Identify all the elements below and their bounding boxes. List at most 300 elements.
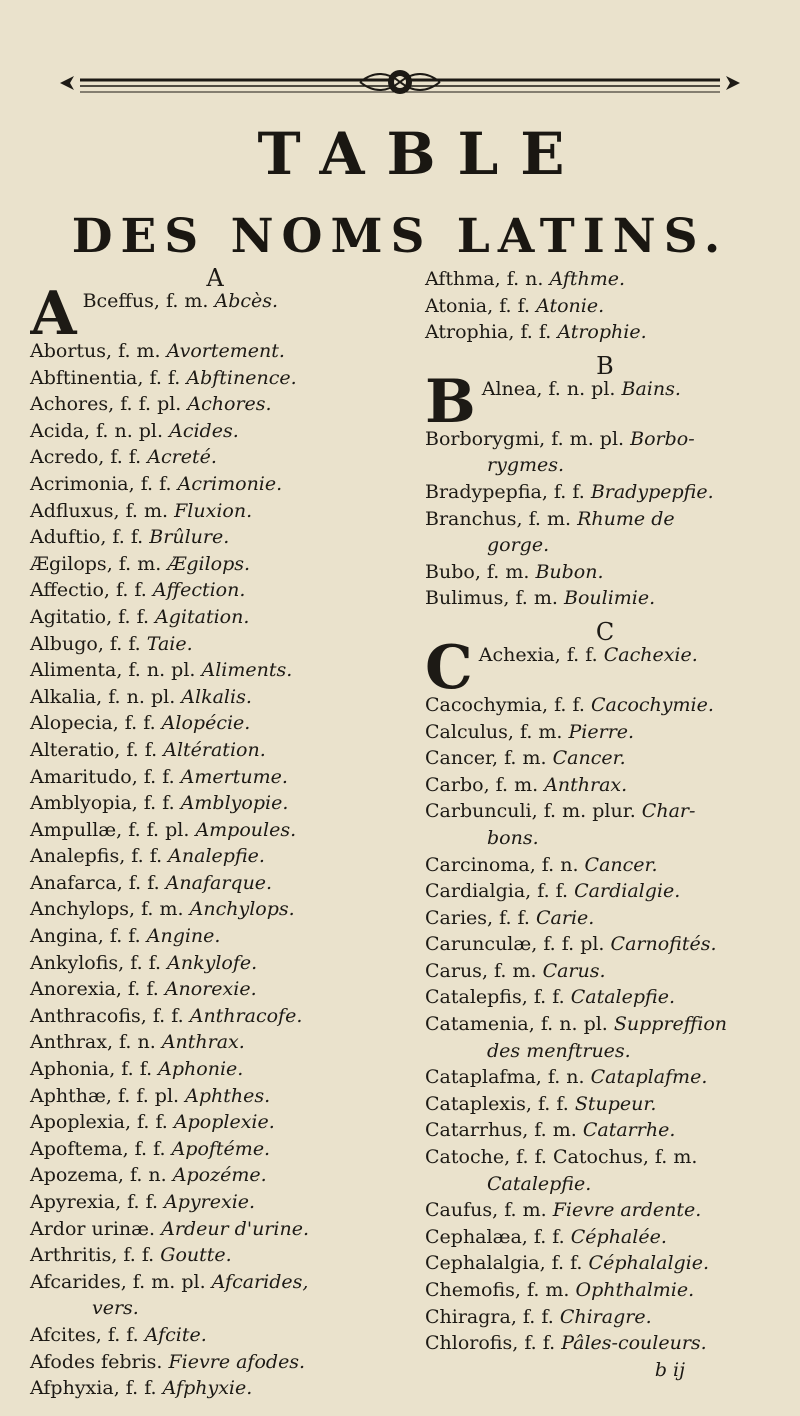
entry-french: Apoplexie. xyxy=(173,1111,275,1134)
index-entry xyxy=(425,798,785,825)
entry-gram: , f. n. xyxy=(106,1031,156,1054)
index-entry xyxy=(30,1083,400,1110)
entry-french: Borbo- xyxy=(630,427,695,450)
index-entry xyxy=(425,958,785,985)
index-entry xyxy=(425,984,785,1011)
entry-gram: , f. n. xyxy=(494,268,544,290)
entry-french: Agitation. xyxy=(155,605,250,628)
index-entry xyxy=(425,266,785,293)
entry-gram: , f. f. xyxy=(116,871,160,894)
entry-term: Cephalalgia xyxy=(425,1252,540,1275)
entry-term: Amblyopia xyxy=(30,792,132,815)
entry-french: Anthracofe. xyxy=(189,1004,303,1027)
entry-term: Calculus xyxy=(425,720,508,743)
index-entry xyxy=(425,1144,785,1171)
index-entry xyxy=(30,471,400,498)
entry-french: Avortement. xyxy=(166,340,285,362)
entry-term: Acrimonia xyxy=(30,472,129,495)
first-entry-b xyxy=(425,376,785,426)
entry-gram: , f. f. xyxy=(541,480,585,503)
index-entry xyxy=(425,852,785,879)
entry-french: Cataplafme. xyxy=(590,1066,708,1089)
index-entry xyxy=(425,878,785,905)
entry-french: Chiragre. xyxy=(559,1305,652,1328)
entry-french: Céphalée. xyxy=(570,1225,667,1248)
entry-term: Anthrax xyxy=(30,1031,107,1054)
entry-french: Rhume de xyxy=(577,507,675,530)
entry-french: Fievre ardente. xyxy=(552,1199,702,1222)
index-entry xyxy=(30,1242,400,1269)
entry-term: Atonia xyxy=(425,294,488,317)
index-entry xyxy=(425,1224,785,1251)
page-subtitle: DES NOMS LATINS. xyxy=(71,209,729,264)
index-entry xyxy=(425,479,785,506)
entry-gram: , f. f. xyxy=(106,605,149,628)
entry-gram: , f. f. xyxy=(140,1004,184,1027)
entry-french: Anorexie. xyxy=(164,978,257,1001)
entry-french: Alkalis. xyxy=(181,685,252,708)
entry-gram: , f. m. pl. xyxy=(120,1270,206,1293)
entry-gram: , f. f. xyxy=(109,1058,153,1081)
index-entry xyxy=(425,426,785,453)
index-entry xyxy=(425,931,785,958)
entry-term: Abortus xyxy=(30,340,107,362)
index-entry xyxy=(30,843,400,870)
index-entry xyxy=(425,1330,785,1357)
entry-term: Apozema xyxy=(30,1164,118,1187)
entry-gram: , f. n. pl. xyxy=(83,419,164,442)
index-entry xyxy=(30,1216,400,1243)
index-entry xyxy=(30,1029,400,1056)
entry-french: Char- xyxy=(641,800,696,823)
entry-gram: , f. f. xyxy=(131,765,175,788)
entry-gram: , f. m. xyxy=(113,499,169,522)
entry-gram: , f. n. xyxy=(117,1164,167,1187)
entry-gram: , f. f. xyxy=(98,446,142,469)
index-entry xyxy=(30,1136,400,1163)
entry-term: Alopecia xyxy=(30,712,113,735)
entry-french: Aphthes. xyxy=(185,1084,271,1107)
entry-gram: , f. f. xyxy=(539,1252,583,1275)
drop-cap-b: B xyxy=(425,375,476,426)
entry-french: Acreté. xyxy=(147,446,217,469)
index-entry xyxy=(425,506,785,533)
index-entry xyxy=(30,631,400,658)
entry-continuation: gorge. xyxy=(487,534,550,557)
entry-term: Cephalæa xyxy=(425,1225,522,1248)
entry-term: Chlorofis xyxy=(425,1332,513,1355)
entry-gram: , f. f. xyxy=(97,632,141,655)
entry-term: Anorexia xyxy=(30,978,116,1001)
index-entry xyxy=(30,391,400,418)
entry-term: Carunculæ xyxy=(425,933,532,956)
entry-gram: , f. n. pl. xyxy=(536,377,616,400)
entry-term: Catamenia xyxy=(425,1013,529,1036)
index-entry xyxy=(30,896,400,923)
entry-gram: , f. f. xyxy=(103,579,147,602)
entry-term: Afphyxia xyxy=(30,1377,114,1400)
entry-french: Amblyopie. xyxy=(180,792,289,815)
index-entry xyxy=(30,976,400,1003)
entry-gram: , f. f. xyxy=(525,880,569,903)
entry-term: Caries xyxy=(425,906,488,929)
index-entry xyxy=(425,1197,785,1224)
entry-term: Carbo xyxy=(425,773,484,796)
entry-gram: , f. m. xyxy=(503,587,558,610)
entry-french: Acides. xyxy=(169,419,239,442)
right-entry-list-a xyxy=(425,266,785,346)
entry-term: Borborygmi xyxy=(425,427,540,450)
entry-french: Cancer. xyxy=(552,747,626,770)
entry-french: Brûlure. xyxy=(149,526,230,549)
index-entry xyxy=(30,764,400,791)
entry-term: Aduftio xyxy=(30,526,101,549)
entry-french: Amertume. xyxy=(180,765,288,788)
entry-term: Bceffus xyxy=(82,290,154,312)
index-entry xyxy=(30,1322,400,1349)
entry-french: Stupeur. xyxy=(574,1092,657,1115)
entry-term: Achores xyxy=(30,393,109,416)
entry-gram: , f. f. xyxy=(508,321,552,344)
index-entry xyxy=(30,684,400,711)
index-entry xyxy=(30,737,400,764)
entry-term: Cataplafma xyxy=(425,1066,536,1089)
entry-gram: , f. m. xyxy=(492,1199,547,1222)
index-entry xyxy=(30,1269,400,1296)
entry-gram: , f. f. xyxy=(512,1332,556,1355)
section-letter-a: A xyxy=(206,264,224,292)
entry-french: Carie. xyxy=(536,906,595,929)
entry-term: Alkalia xyxy=(30,685,97,708)
entry-gram: , f. n. pl. xyxy=(116,659,196,682)
entry-french: Apoftéme. xyxy=(171,1137,271,1160)
entry-gram: , f. f. xyxy=(487,294,531,317)
entry-term: Carcinoma xyxy=(425,853,530,876)
entry-term: Alnea xyxy=(481,377,537,400)
entry-french: Cancer. xyxy=(584,853,658,876)
entry-french: Anchylops. xyxy=(189,898,295,921)
index-entry xyxy=(425,692,785,719)
index-entry xyxy=(425,585,785,612)
entry-gram: , f. n. xyxy=(529,853,579,876)
entry-french: Alopécie. xyxy=(161,712,251,735)
entry-gram: , f. m. xyxy=(507,720,563,743)
entry-french: Ægilops. xyxy=(167,552,251,575)
entry-french: Apozéme. xyxy=(172,1164,267,1187)
entry-french: Pâles-couleurs. xyxy=(561,1332,707,1355)
entry-gram: , f. f. xyxy=(114,738,158,761)
entry-continuation: des menftrues. xyxy=(487,1039,631,1062)
entry-term: Affectio xyxy=(30,579,104,602)
entry-french: Achores. xyxy=(187,393,272,416)
index-entry xyxy=(30,790,400,817)
entry-french: Analepfie. xyxy=(168,845,265,868)
index-entry xyxy=(30,498,400,525)
index-entry xyxy=(425,905,785,932)
entry-term: Catalepfis xyxy=(425,986,522,1009)
entry-term: Caufus xyxy=(425,1199,493,1222)
entry-term: Angina xyxy=(30,925,98,948)
entry-gram: , f. n. xyxy=(535,1066,585,1089)
entry-french: Ampoules. xyxy=(195,818,297,841)
index-entry xyxy=(425,293,785,320)
index-entry xyxy=(30,444,400,471)
entry-gram: , f. m. xyxy=(474,560,530,583)
entry-gram: , f. m. xyxy=(153,290,209,312)
entry-gram: , f. f. xyxy=(510,1305,554,1328)
entry-french: Aliments. xyxy=(201,659,293,682)
entry-gram: , f. f. xyxy=(131,792,175,815)
index-entry xyxy=(30,870,400,897)
entry-term: Analepfis xyxy=(30,845,120,868)
first-entry-c xyxy=(425,642,785,692)
entry-term: Acida xyxy=(30,419,84,442)
index-entry xyxy=(30,1189,400,1216)
entry-gram: , f. f. pl. xyxy=(108,393,182,416)
entry-term: Catoche xyxy=(425,1146,505,1169)
index-entry xyxy=(425,1091,785,1118)
entry-french: Bains. xyxy=(621,377,681,400)
entry-term: Anthracofis xyxy=(30,1004,141,1027)
entry-gram: , f. f. xyxy=(541,693,585,716)
entry-gram: , f. f. Catochus, f. m. xyxy=(504,1146,698,1169)
entry-french: Catalepfie. xyxy=(570,986,675,1009)
entry-term: Cacochymia xyxy=(425,693,542,716)
index-entry xyxy=(425,719,785,746)
entry-french: Anthrax. xyxy=(544,773,628,796)
entry-french: Boulimie. xyxy=(563,587,656,610)
decorative-ornament-band xyxy=(60,62,740,102)
page-title: TABLE xyxy=(257,120,587,188)
index-entry xyxy=(30,1056,400,1083)
entry-gram: , f. f. xyxy=(137,366,181,389)
entry-gram: , f. f. xyxy=(115,1191,158,1213)
entry-french: Ophthalmie. xyxy=(575,1279,695,1301)
index-entry xyxy=(30,338,400,365)
index-entry xyxy=(30,1349,400,1376)
entry-french: Angine. xyxy=(146,925,221,948)
entry-gram: , f. m. xyxy=(491,747,547,770)
entry-gram: , f. m. xyxy=(129,898,184,921)
entry-term: Aphthæ xyxy=(30,1084,106,1107)
entry-gram: , f. f. xyxy=(113,1377,157,1400)
index-entry xyxy=(425,1011,785,1038)
index-entry xyxy=(30,577,400,604)
entry-gram: , f. m. xyxy=(481,959,537,982)
entry-french: Affection. xyxy=(152,579,246,602)
entry-french: Acrimonie. xyxy=(177,472,283,495)
index-entry xyxy=(425,745,785,772)
entry-term: Bradypepfia xyxy=(425,480,542,503)
entry-gram: , f. n. pl. xyxy=(528,1013,608,1036)
entry-term: Apoplexia xyxy=(30,1111,125,1134)
index-entry xyxy=(30,657,400,684)
entry-gram: , f. n. pl. xyxy=(96,685,176,708)
entry-french: Cardialgie. xyxy=(574,880,681,903)
index-entry xyxy=(30,524,400,551)
entry-term: Bubo xyxy=(425,560,475,583)
entry-term: Bulimus xyxy=(425,587,504,610)
entry-gram: , f. f. pl. xyxy=(116,818,190,841)
index-entry xyxy=(30,1109,400,1136)
entry-term: Ankylofis xyxy=(30,951,119,974)
entry-french: Anthrax. xyxy=(161,1031,245,1054)
entry-gram: , f. f. pl. xyxy=(531,933,605,956)
entry-gram: , f. f. xyxy=(521,1225,565,1248)
entry-gram: , f. f. xyxy=(525,1092,569,1115)
entry-term: Acredo xyxy=(30,446,99,469)
entry-term: Chemofis xyxy=(425,1279,515,1301)
entry-continuation: rygmes. xyxy=(487,454,565,477)
entry-gram: , f. m. xyxy=(516,507,572,530)
entry-gram: , f. f. xyxy=(487,906,530,929)
entry-french: Bubon. xyxy=(535,560,604,583)
entry-gram: , f. f. pl. xyxy=(105,1084,180,1107)
entry-french: Carnofités. xyxy=(610,933,717,956)
entry-term: Albugo xyxy=(30,632,98,655)
entry-term: Achexia xyxy=(478,643,555,666)
entry-continuation: vers. xyxy=(92,1297,139,1320)
entry-gram: , f. f. xyxy=(122,1137,166,1160)
entry-gram: , f. f. xyxy=(97,925,141,948)
entry-french: Abftinence. xyxy=(186,366,297,389)
right-entry-list-b xyxy=(425,426,785,612)
index-entry xyxy=(425,772,785,799)
entry-continuation: bons. xyxy=(487,826,539,849)
index-entry xyxy=(30,418,400,445)
entry-term: Anchylops xyxy=(30,898,129,921)
section-letter-b: B xyxy=(596,351,614,380)
entry-french: Fluxion. xyxy=(174,499,253,522)
entry-gram: , f. f. xyxy=(118,951,162,974)
entry-french: Ardeur d'urine. xyxy=(161,1217,309,1240)
entry-term: Ampullæ xyxy=(30,818,117,841)
index-entry xyxy=(425,1117,785,1144)
entry-continuation: Catalepfie. xyxy=(487,1172,592,1195)
entry-term: Carbunculi xyxy=(425,800,532,823)
index-entry xyxy=(30,923,400,950)
entry-gram: , f. m. xyxy=(514,1279,570,1301)
entry-french: Catarrhe. xyxy=(582,1119,676,1142)
entry-french: Céphalalgie. xyxy=(588,1252,710,1275)
entry-french: Taie. xyxy=(146,632,193,655)
entry-term: Cataplexis xyxy=(425,1092,526,1115)
index-entry xyxy=(425,559,785,586)
index-entry xyxy=(425,1064,785,1091)
entry-term: Apoftema xyxy=(30,1137,123,1160)
entry-term: Chiragra xyxy=(425,1305,511,1328)
entry-term: Branchus xyxy=(425,507,517,530)
entry-term: Afodes febris. xyxy=(30,1350,163,1373)
entry-gram: , f. m. pl. xyxy=(539,427,625,450)
index-entry xyxy=(30,1375,400,1402)
index-entry xyxy=(30,710,400,737)
entry-term: Alteratio xyxy=(30,738,115,761)
signature-mark: b ij xyxy=(654,1358,685,1381)
left-column xyxy=(30,266,400,1402)
entry-french: Anafarque. xyxy=(165,871,273,894)
entry-gram: , f. f. xyxy=(112,712,156,735)
drop-cap-a: A xyxy=(30,288,77,338)
entry-french: Afthme. xyxy=(549,268,626,290)
entry-gram: , f. f. xyxy=(111,1244,155,1267)
entry-term: Cardialgia xyxy=(425,880,526,903)
index-entry xyxy=(30,1162,400,1189)
entry-gram: , f. f. xyxy=(100,526,144,549)
entry-french: Atrophie. xyxy=(557,321,647,344)
entry-gram: , f. f. xyxy=(521,986,565,1009)
entry-term: Atrophia xyxy=(425,321,509,344)
entry-term: Anafarca xyxy=(30,871,117,894)
entry-gram: , f. f. xyxy=(128,472,172,495)
entry-term: Catarrhus xyxy=(425,1119,523,1142)
entry-gram: , f. m. xyxy=(106,552,162,575)
entry-gram: , f. m. plur. xyxy=(531,800,636,823)
entry-term: Ardor urinæ. xyxy=(30,1217,156,1240)
index-entry xyxy=(425,319,785,346)
entry-term: Afcarides xyxy=(30,1270,121,1293)
entry-gram: , f. f. xyxy=(554,643,598,666)
entry-term: Arthritis xyxy=(30,1244,112,1267)
section-letter-c: C xyxy=(595,617,615,646)
entry-french: Fievre afodes. xyxy=(168,1350,306,1373)
entry-term: Carus xyxy=(425,959,482,982)
right-column xyxy=(425,266,785,1383)
index-entry xyxy=(425,1250,785,1277)
entry-french: Atonie. xyxy=(536,294,605,317)
index-entry xyxy=(30,365,400,392)
entry-term: Amaritudo xyxy=(30,765,132,788)
entry-term: Apyrexia xyxy=(30,1191,116,1213)
entry-gram: , f. f. xyxy=(115,978,159,1001)
entry-term: Afcites xyxy=(30,1323,96,1346)
index-entry xyxy=(30,551,400,578)
index-entry xyxy=(425,1277,785,1304)
entry-term: Aphonia xyxy=(30,1058,110,1081)
entry-term: Abftinentia xyxy=(30,366,138,389)
entry-gram: , f. m. xyxy=(106,340,161,362)
entry-french: Altération. xyxy=(163,738,266,761)
entry-french: Apyrexie. xyxy=(164,1191,256,1213)
entry-term: Ægilops xyxy=(30,552,107,575)
entry-term: Cancer xyxy=(425,747,492,770)
entry-french: Suppreffion xyxy=(613,1013,728,1036)
entry-french: Carus. xyxy=(542,959,606,982)
entry-french: Afcarides, xyxy=(211,1270,309,1293)
entry-term: Adfluxus xyxy=(30,499,114,522)
entry-french: Abcès. xyxy=(214,290,279,312)
entry-gram: , f. m. xyxy=(522,1119,577,1142)
entry-gram: , f. f. xyxy=(124,1111,168,1134)
drop-cap-c: C xyxy=(425,641,473,692)
right-entry-list-c xyxy=(425,692,785,1357)
entry-french: Ankylofe. xyxy=(167,951,258,974)
entry-gram: , f. f. xyxy=(119,845,163,868)
entry-french: Cacochymie. xyxy=(590,693,714,716)
entry-french: Afphyxie. xyxy=(162,1377,253,1400)
entry-gram: , f. m. xyxy=(483,773,539,796)
index-entry xyxy=(30,817,400,844)
index-entry xyxy=(425,1304,785,1331)
entry-term: Alimenta xyxy=(30,659,117,682)
entry-french: Cachexie. xyxy=(603,643,698,666)
index-entry xyxy=(30,1003,400,1030)
entry-french: Bradypepfie. xyxy=(590,480,714,503)
entry-term: Agitatio xyxy=(30,605,107,628)
left-entry-list xyxy=(30,338,400,1402)
entry-french: Aphonie. xyxy=(158,1058,244,1081)
index-entry xyxy=(30,950,400,977)
